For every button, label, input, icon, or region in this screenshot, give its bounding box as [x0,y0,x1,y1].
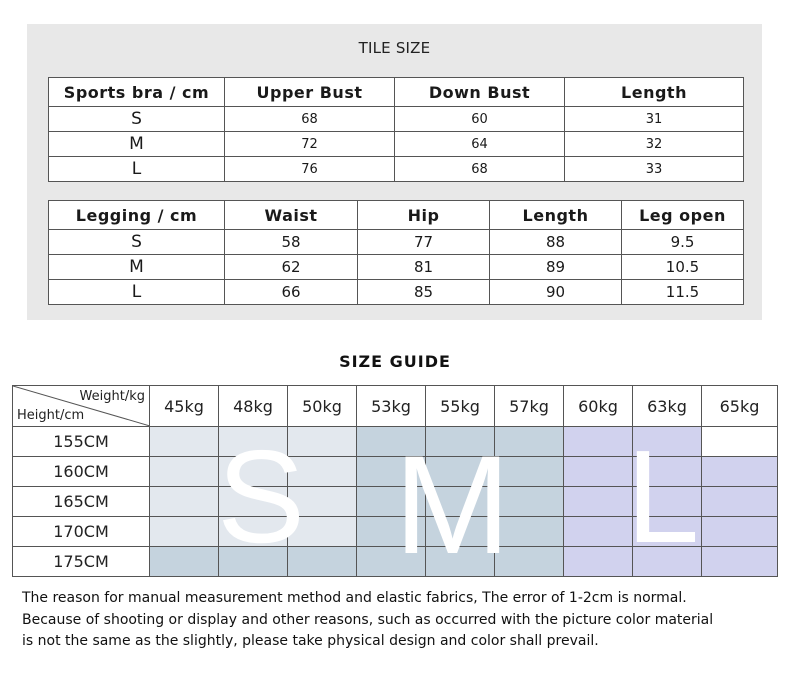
size-cell-s [288,517,357,547]
size-cell-s [219,457,288,487]
weight-label: 63kg [633,386,702,427]
size-cell-m [357,427,426,457]
weight-axis-label: Weight/kg [79,389,145,404]
table-row [49,157,744,182]
weight-label: 60kg [564,386,633,427]
table-row [13,547,778,577]
legging-header-leg-open: Leg open [622,201,744,230]
size-guide-chart [12,385,777,583]
bra-upper-bust: 68 [225,107,395,132]
size-cell-m [357,487,426,517]
bra-size: S [49,107,225,132]
size-cell-m [495,517,564,547]
size-cell-m [426,427,495,457]
size-cell-l [702,517,778,547]
size-cell-m [150,547,219,577]
bra-length: 31 [565,107,744,132]
size-guide-table [12,385,778,583]
size-cell-empty [702,427,778,457]
height-label: 160CM [13,457,150,487]
size-cell-l [633,487,702,517]
legging-header-row [49,201,744,230]
legging-size: S [49,230,225,255]
legging-leg-open: 10.5 [622,255,744,280]
tile-size-title: TILE SIZE [358,39,431,57]
legging-leg-open: 9.5 [622,230,744,255]
size-cell-s [288,457,357,487]
legging-size: L [49,280,225,305]
legging-waist: 66 [225,280,358,305]
weight-label: 57kg [495,386,564,427]
legging-waist: 58 [225,230,358,255]
size-letter-m: M [394,426,511,583]
bra-upper-bust: 76 [225,157,395,182]
height-label: 175CM [13,547,150,577]
size-cell-l [564,487,633,517]
size-cell-s [288,427,357,457]
size-cell-m [495,487,564,517]
sports-bra-table [48,77,744,182]
legging-header-size: Legging / cm [49,201,225,230]
bra-size: M [49,132,225,157]
legging-header-hip: Hip [358,201,490,230]
table-row [49,230,744,255]
size-cell-l [633,427,702,457]
size-cell-l [702,547,778,577]
height-label: 165CM [13,487,150,517]
bra-header-down-bust: Down Bust [395,78,565,107]
bra-header-upper-bust: Upper Bust [225,78,395,107]
weight-label: 48kg [219,386,288,427]
table-row [49,255,744,280]
size-cell-m [219,547,288,577]
bra-down-bust: 68 [395,157,565,182]
size-cell-m [426,487,495,517]
size-cell-s [219,427,288,457]
bra-header-row [49,78,744,107]
legging-size: M [49,255,225,280]
legging-header-waist: Waist [225,201,358,230]
height-label: 155CM [13,427,150,457]
size-cell-m [426,517,495,547]
size-cell-m [357,517,426,547]
size-letter-l: L [626,423,700,570]
size-cell-m [495,457,564,487]
size-cell-l [633,547,702,577]
corner-cell [13,386,150,427]
table-row [13,457,778,487]
size-cell-s [150,487,219,517]
note-line: is not the same as the slightly, please take physical design and color shall prevail. [22,633,599,649]
size-cell-s [219,487,288,517]
size-cell-l [564,517,633,547]
size-cell-l [702,487,778,517]
table-row [49,107,744,132]
size-cell-l [564,547,633,577]
size-cell-l [633,457,702,487]
table-row [49,132,744,157]
legging-length: 90 [490,280,622,305]
size-cell-m [426,547,495,577]
weight-label: 53kg [357,386,426,427]
table-row [13,427,778,457]
bra-size: L [49,157,225,182]
size-cell-s [219,517,288,547]
size-cell-m [288,547,357,577]
size-guide-title: SIZE GUIDE [339,352,451,371]
note-line: Because of shooting or display and other reasons, such as occurred with the picture color material [22,611,714,628]
legging-hip: 81 [358,255,490,280]
legging-hip: 77 [358,230,490,255]
legging-waist: 62 [225,255,358,280]
size-cell-s [150,457,219,487]
legging-table [48,200,744,305]
size-guide-header-row [13,386,778,427]
size-cell-l [702,457,778,487]
bra-length: 33 [565,157,744,182]
size-cell-m [357,547,426,577]
weight-label: 55kg [426,386,495,427]
legging-length: 88 [490,230,622,255]
table-row [13,487,778,517]
bra-header-size: Sports bra / cm [49,78,225,107]
legging-leg-open: 11.5 [622,280,744,305]
size-cell-l [564,457,633,487]
legging-header-length: Length [490,201,622,230]
size-cell-m [426,457,495,487]
bra-upper-bust: 72 [225,132,395,157]
size-cell-s [288,487,357,517]
weight-label: 45kg [150,386,219,427]
weight-label: 65kg [702,386,778,427]
legging-length: 89 [490,255,622,280]
bra-down-bust: 60 [395,107,565,132]
disclaimer-note [22,588,782,653]
size-cell-l [564,427,633,457]
height-axis-label: Height/cm [17,408,85,423]
bra-down-bust: 64 [395,132,565,157]
size-cell-l [633,517,702,547]
size-letter-s: S [217,423,306,570]
weight-label: 50kg [288,386,357,427]
bra-length: 32 [565,132,744,157]
tile-size-panel [27,24,762,320]
height-label: 170CM [13,517,150,547]
note-line: The reason for manual measurement method and elastic fabrics, The error of 1-2cm is normal. [22,590,687,606]
bra-header-length: Length [565,78,744,107]
size-cell-s [150,517,219,547]
table-row [13,517,778,547]
legging-hip: 85 [358,280,490,305]
size-cell-m [357,457,426,487]
size-cell-s [150,427,219,457]
size-cell-m [495,547,564,577]
size-cell-m [495,427,564,457]
table-row [49,280,744,305]
